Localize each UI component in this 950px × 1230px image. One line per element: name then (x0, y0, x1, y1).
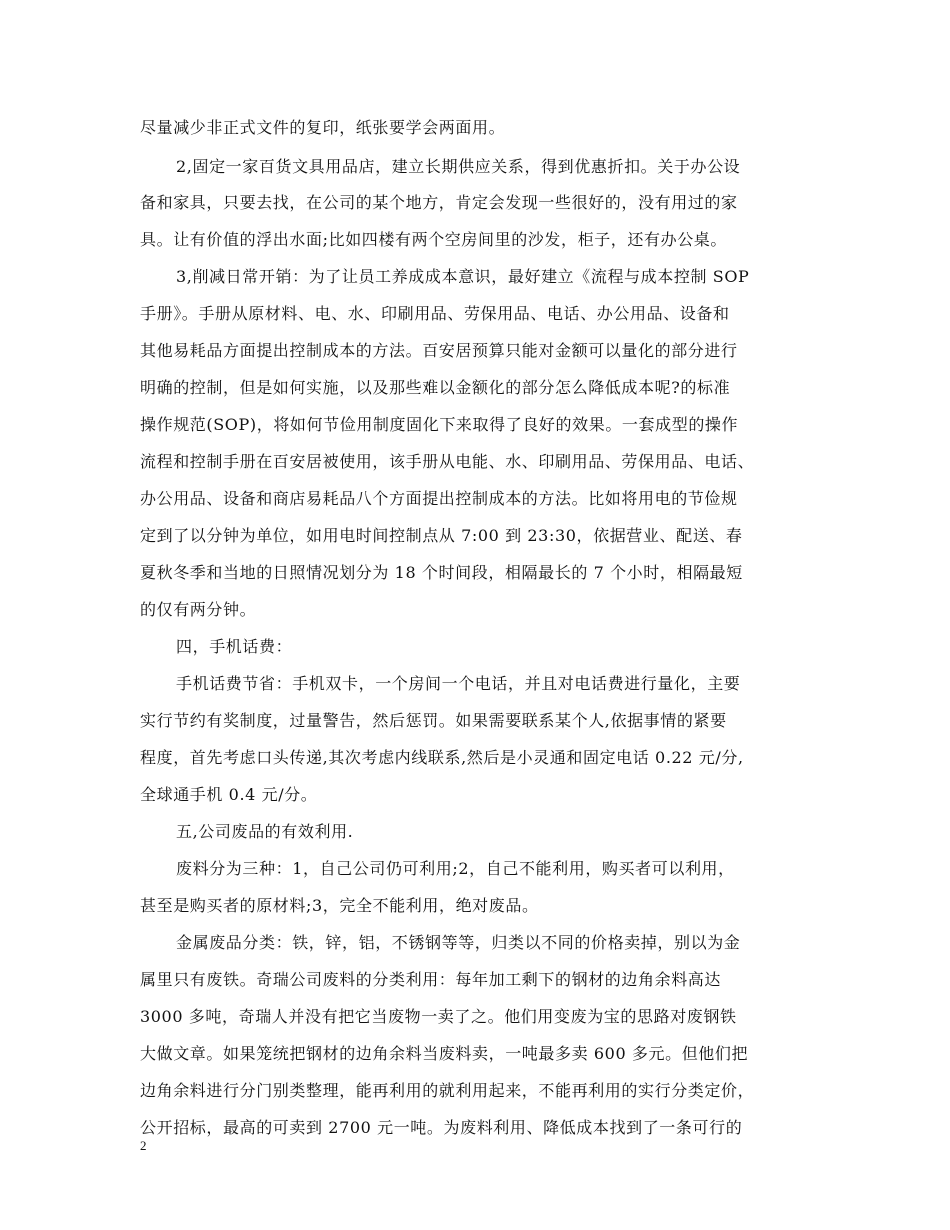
text-line: 2,固定一家百货文具用品店，建立长期供应关系，得到优惠折扣。关于办公设 (176, 157, 741, 176)
section-heading: 五,公司废品的有效利用. (176, 822, 354, 841)
text-line: 定到了以分钟为单位，如用电时间控制点从 7:00 到 23:30，依据营业、配送、春 (140, 526, 743, 545)
text-line: 边角余料进行分门别类整理，能再利用的就利用起来，不能再利用的实行分类定价， (140, 1081, 755, 1100)
text-line: 程度，首先考虑口头传递,其次考虑内线联系,然后是小灵通和固定电话 0.22 元/分, (140, 748, 744, 767)
text-line: 大做文章。如果笼统把钢材的边角余料当废料卖，一吨最多卖 600 多元。但他们把 (140, 1044, 749, 1063)
text-line: 流程和控制手册在百安居被使用，该手册从电能、水、印刷用品、劳保用品、电话、 (140, 452, 755, 471)
text-line: 公开招标，最高的可卖到 2700 元一吨。为废料利用、降低成本找到了一条可行的 (140, 1118, 743, 1137)
text-line: 明确的控制，但是如何实施，以及那些难以金额化的部分怎么降低成本呢?的标准 (140, 378, 731, 397)
text-line: 属里只有废铁。奇瑞公司废料的分类利用：每年加工剩下的钢材的边角余料高达 (140, 970, 722, 989)
text-line: 具。让有价值的浮出水面;比如四楼有两个空房间里的沙发，柜子，还有办公桌。 (140, 230, 727, 249)
text-line: 全球通手机 0.4 元/分。 (140, 785, 318, 804)
text-line: 夏秋冬季和当地的日照情况划分为 18 个时间段，相隔最长的 7 个小时，相隔最短 (140, 563, 743, 582)
page-number: 2 (140, 1138, 147, 1153)
text-line: 甚至是购买者的原材料;3，完全不能利用，绝对废品。 (140, 896, 539, 915)
text-line: 手机话费节省：手机双卡，一个房间一个电话，并且对电话费进行量化，主要 (176, 674, 741, 693)
section-heading: 四，手机话费： (176, 637, 293, 656)
text-line: 尽量减少非正式文件的复印，纸张要学会两面用。 (140, 118, 506, 137)
text-line: 操作规范(SOP)，将如何节俭用制度固化下来取得了良好的效果。一套成型的操作 (140, 415, 739, 434)
text-line: 备和家具，只要去找，在公司的某个地方，肯定会发现一些很好的，没有用过的家 (140, 193, 738, 212)
text-line: 3000 多吨，奇瑞人并没有把它当废物一卖了之。他们用变废为宝的思路对废钢铁 (140, 1007, 737, 1026)
text-line: 废料分为三种：1，自己公司仍可利用;2，自己不能利用，购买者可以利用， (176, 859, 735, 878)
text-line: 手册》。手册从原材料、电、水、印刷用品、劳保用品、电话、办公用品、设备和 (140, 304, 730, 323)
text-line: 金属废品分类：铁，锌，铝，不锈钢等等，归类以不同的价格卖掉，别以为金 (176, 933, 741, 952)
text-line: 实行节约有奖制度，过量警告，然后惩罚。如果需要联系某个人,依据事情的紧要 (140, 711, 727, 730)
text-line: 其他易耗品方面提出控制成本的方法。百安居预算只能对金额可以量化的部分进行 (140, 341, 738, 360)
text-line: 办公用品、设备和商店易耗品八个方面提出控制成本的方法。比如将用电的节俭规 (140, 489, 738, 508)
text-line: 的仅有两分钟。 (140, 600, 257, 619)
text-line: 3,削减日常开销：为了让员工养成成本意识，最好建立《流程与成本控制 SOP (176, 267, 750, 286)
